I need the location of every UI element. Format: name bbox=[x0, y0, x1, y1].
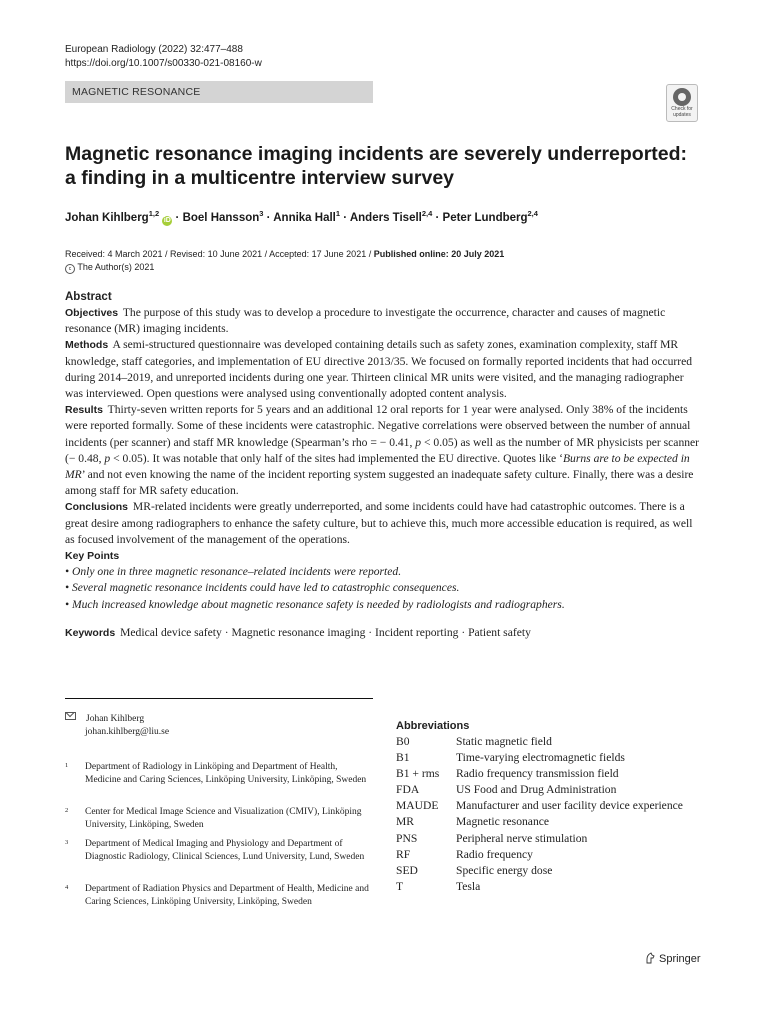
abbreviation-term: FDA bbox=[396, 783, 420, 797]
affiliation-text: Center for Medical Image Science and Visualization (CMIV), Linköping University, Linköping, Sweden bbox=[85, 807, 362, 830]
abbreviation-definition: Peripheral nerve stimulation bbox=[456, 831, 588, 845]
keywords bbox=[65, 625, 705, 641]
affiliation-3 bbox=[65, 838, 375, 864]
footnote-divider bbox=[65, 698, 373, 699]
abbreviation-row bbox=[396, 766, 683, 782]
check-updates-icon bbox=[673, 88, 691, 106]
objectives-label: Objectives bbox=[65, 307, 119, 319]
badge-text-1: Check for bbox=[671, 106, 693, 112]
abstract-heading: Abstract bbox=[65, 291, 112, 303]
orcid-icon[interactable]: iD bbox=[163, 217, 171, 224]
corresponding-email[interactable]: johan.kihlberg@liu.se bbox=[85, 727, 170, 737]
creative-commons-icon: c bbox=[65, 264, 75, 274]
title-line-2: a finding in a multicentre interview survey bbox=[65, 167, 455, 189]
affiliation-4 bbox=[65, 883, 375, 909]
abbreviation-row bbox=[396, 798, 683, 814]
results-text: < 0.05). It was notable that only half of the sites had implemented the EU directive. Quotes like ‘ bbox=[110, 451, 563, 465]
affiliation-number: 2 bbox=[65, 807, 69, 814]
p-value-symbol: p bbox=[415, 435, 422, 449]
abbreviation-row bbox=[396, 879, 683, 895]
objectives-text: The purpose of this study was to develop a procedure to investigate the occurrence, character and causes of magnetic resonance (MR) imaging incidents. bbox=[65, 306, 666, 336]
results-label: Results bbox=[65, 404, 103, 417]
affiliation-text: Department of Radiology in Linköping and Department of Health, Medicine and Caring Sciences, Linköping University, Linköping, Sweden bbox=[85, 762, 367, 785]
title-line-1: Magnetic resonance imaging incidents are severely underreported: bbox=[65, 143, 688, 165]
results-paragraph bbox=[65, 402, 703, 499]
journal-header bbox=[65, 43, 262, 71]
key-point: • Only one in three magnetic resonance–related incidents were reported. bbox=[65, 565, 402, 579]
received-revised-accepted: Received: 4 March 2021 / Revised: 10 June 2021 / Accepted: 17 June 2021 / bbox=[65, 249, 374, 259]
methods-label: Methods bbox=[65, 339, 109, 352]
keywords-label: Keywords bbox=[65, 627, 116, 639]
objectives-paragraph bbox=[65, 305, 703, 337]
author-affiliation: 3 bbox=[259, 209, 264, 218]
key-point: • Much increased knowledge about magnetic resonance safety is needed by radiologists and radiographers. bbox=[65, 597, 565, 611]
author-separator: · bbox=[340, 212, 350, 224]
publisher-logo bbox=[645, 952, 701, 966]
journal-citation: European Radiology (2022) 32:477–488 bbox=[65, 44, 243, 55]
author-name[interactable]: Boel Hansson bbox=[182, 212, 260, 224]
abbreviation-definition: Radio frequency transmission field bbox=[456, 767, 619, 781]
abbreviation-term: B1 bbox=[396, 751, 410, 765]
author-separator: · bbox=[172, 212, 183, 224]
abbreviation-row bbox=[396, 847, 683, 863]
abbreviation-term: RF bbox=[396, 847, 411, 861]
abbreviation-term: B1 + rms bbox=[396, 767, 440, 781]
published-online: Published online: 20 July 2021 bbox=[373, 249, 505, 259]
abbreviation-definition: Radio frequency bbox=[456, 847, 533, 861]
keywords-text: Medical device safety · Magnetic resonance imaging · Incident reporting · Patient safety bbox=[120, 626, 531, 639]
abbreviation-definition: Tesla bbox=[456, 879, 481, 893]
abbreviations-heading: Abbreviations bbox=[396, 720, 470, 732]
affiliation-number: 3 bbox=[65, 839, 69, 846]
corresponding-author: Johan Kihlberg bbox=[86, 714, 145, 724]
abbreviation-definition: Manufacturer and user facility device experience bbox=[456, 799, 683, 813]
key-points-label: Key Points bbox=[65, 550, 120, 563]
abbreviation-term: PNS bbox=[396, 831, 418, 845]
abbreviation-row bbox=[396, 814, 683, 830]
author-name[interactable]: Johan Kihlberg bbox=[65, 212, 149, 224]
author-affiliation: 2,4 bbox=[527, 209, 538, 218]
check-for-updates-badge[interactable] bbox=[666, 84, 698, 122]
author-affiliation: 2,4 bbox=[421, 209, 433, 218]
abbreviation-definition: Time-varying electromagnetic fields bbox=[456, 751, 625, 765]
abbreviation-definition: Static magnetic field bbox=[456, 735, 552, 748]
abbreviation-row bbox=[396, 863, 683, 879]
section-label: MAGNETIC RESONANCE bbox=[65, 81, 373, 103]
results-text: < 0.05) as well as the number of MR physicists per scanner (− 0.48, bbox=[65, 435, 700, 465]
key-point: • Several magnetic resonance incidents could have led to catastrophic consequences. bbox=[65, 581, 460, 595]
affiliation-text: Department of Medical Imaging and Physiology and Department of Diagnostic Radiology, Clinical Sciences, Lund University, Lund, Sweden bbox=[85, 839, 365, 862]
conclusions-text: MR-related incidents were greatly underreported, and some incidents could have had catastrophic outcomes. There is a great desire among radiographers to enhance the safety culture, but to achieve this, much more accessible education is required, as well as focused involvement of the management of the operations. bbox=[65, 500, 693, 546]
methods-text: A semi-structured questionnaire was developed containing details such as safety zones, examination complexity, staff MR knowledge, staff categories, and implementation of EU directive 2013/35. We focused on formally reported incidents that had occurred during 2014–2019, and unreported incidents during one year. Thirteen clinical MR units were visited, and the managing radiographer was interviewed. Open questions were analysed using conventionally adopted content analysis. bbox=[65, 338, 693, 401]
publication-dates bbox=[65, 248, 504, 274]
abbreviation-row bbox=[396, 750, 683, 766]
abstract-body bbox=[65, 305, 703, 613]
author-affiliation: 1,2 bbox=[148, 209, 160, 218]
abbreviation-definition: Specific energy dose bbox=[456, 863, 553, 877]
author-name[interactable]: Annika Hall bbox=[273, 212, 336, 224]
abbreviation-term: T bbox=[396, 879, 404, 893]
abbreviation-term: B0 bbox=[396, 735, 410, 748]
publisher-name: Springer bbox=[659, 953, 701, 965]
doi-link[interactable]: https://doi.org/10.1007/s00330-021-08160-w bbox=[65, 58, 262, 69]
key-points-heading bbox=[65, 548, 703, 564]
methods-paragraph bbox=[65, 337, 703, 402]
author-separator: · bbox=[432, 212, 443, 224]
abbreviation-definition: US Food and Drug Administration bbox=[456, 783, 617, 797]
copyright: The Author(s) 2021 bbox=[77, 262, 155, 272]
badge-text-2: updates bbox=[673, 111, 691, 118]
correspondence bbox=[65, 712, 169, 739]
abbreviations-list bbox=[396, 734, 683, 895]
article-title bbox=[65, 142, 705, 190]
author-list bbox=[65, 206, 538, 226]
affiliation-number: 4 bbox=[65, 884, 69, 891]
author-separator: · bbox=[263, 212, 274, 224]
abbreviation-term: MR bbox=[396, 815, 415, 829]
results-text: ’ and not even knowing the name of the incident reporting system suggested an inadequate safety culture. Finally, there was a desire among staff for MR safety education. bbox=[65, 468, 694, 498]
author-affiliation: 1 bbox=[335, 209, 341, 218]
abbreviation-row bbox=[396, 734, 683, 750]
affiliation-2 bbox=[65, 806, 375, 832]
author-name[interactable]: Anders Tisell bbox=[349, 212, 422, 224]
affiliation-number: 1 bbox=[65, 762, 69, 769]
abbreviation-row bbox=[396, 782, 683, 798]
springer-horse-icon bbox=[645, 952, 655, 964]
abbreviation-term: MAUDE bbox=[396, 799, 439, 813]
results-text: Thirty-seven written reports for 5 years and an additional 12 oral reports for 1 year were analysed. Only 38% of the incidents were reported formally. Some of these incidents were catastrophic. Negative correlations were observed between the number of annual incidents (per scanner) and staff MR knowledge (Spearman’s rho = − 0.41, bbox=[65, 403, 691, 449]
conclusions-paragraph bbox=[65, 499, 703, 548]
abbreviation-row bbox=[396, 831, 683, 847]
author-name[interactable]: Peter Lundberg bbox=[442, 212, 528, 224]
results-quote: Burns are to be expected in MR bbox=[65, 451, 690, 482]
affiliation-text: Department of Radiation Physics and Department of Health, Medicine and Caring Sciences, Linköping University, Linköping, Sweden bbox=[85, 884, 369, 907]
abbreviation-definition: Magnetic resonance bbox=[456, 815, 550, 829]
affiliation-1 bbox=[65, 761, 375, 787]
conclusions-label: Conclusions bbox=[65, 501, 129, 514]
abbreviation-term: SED bbox=[396, 863, 418, 877]
envelope-icon bbox=[65, 712, 76, 720]
p-value-symbol: p bbox=[104, 451, 111, 465]
